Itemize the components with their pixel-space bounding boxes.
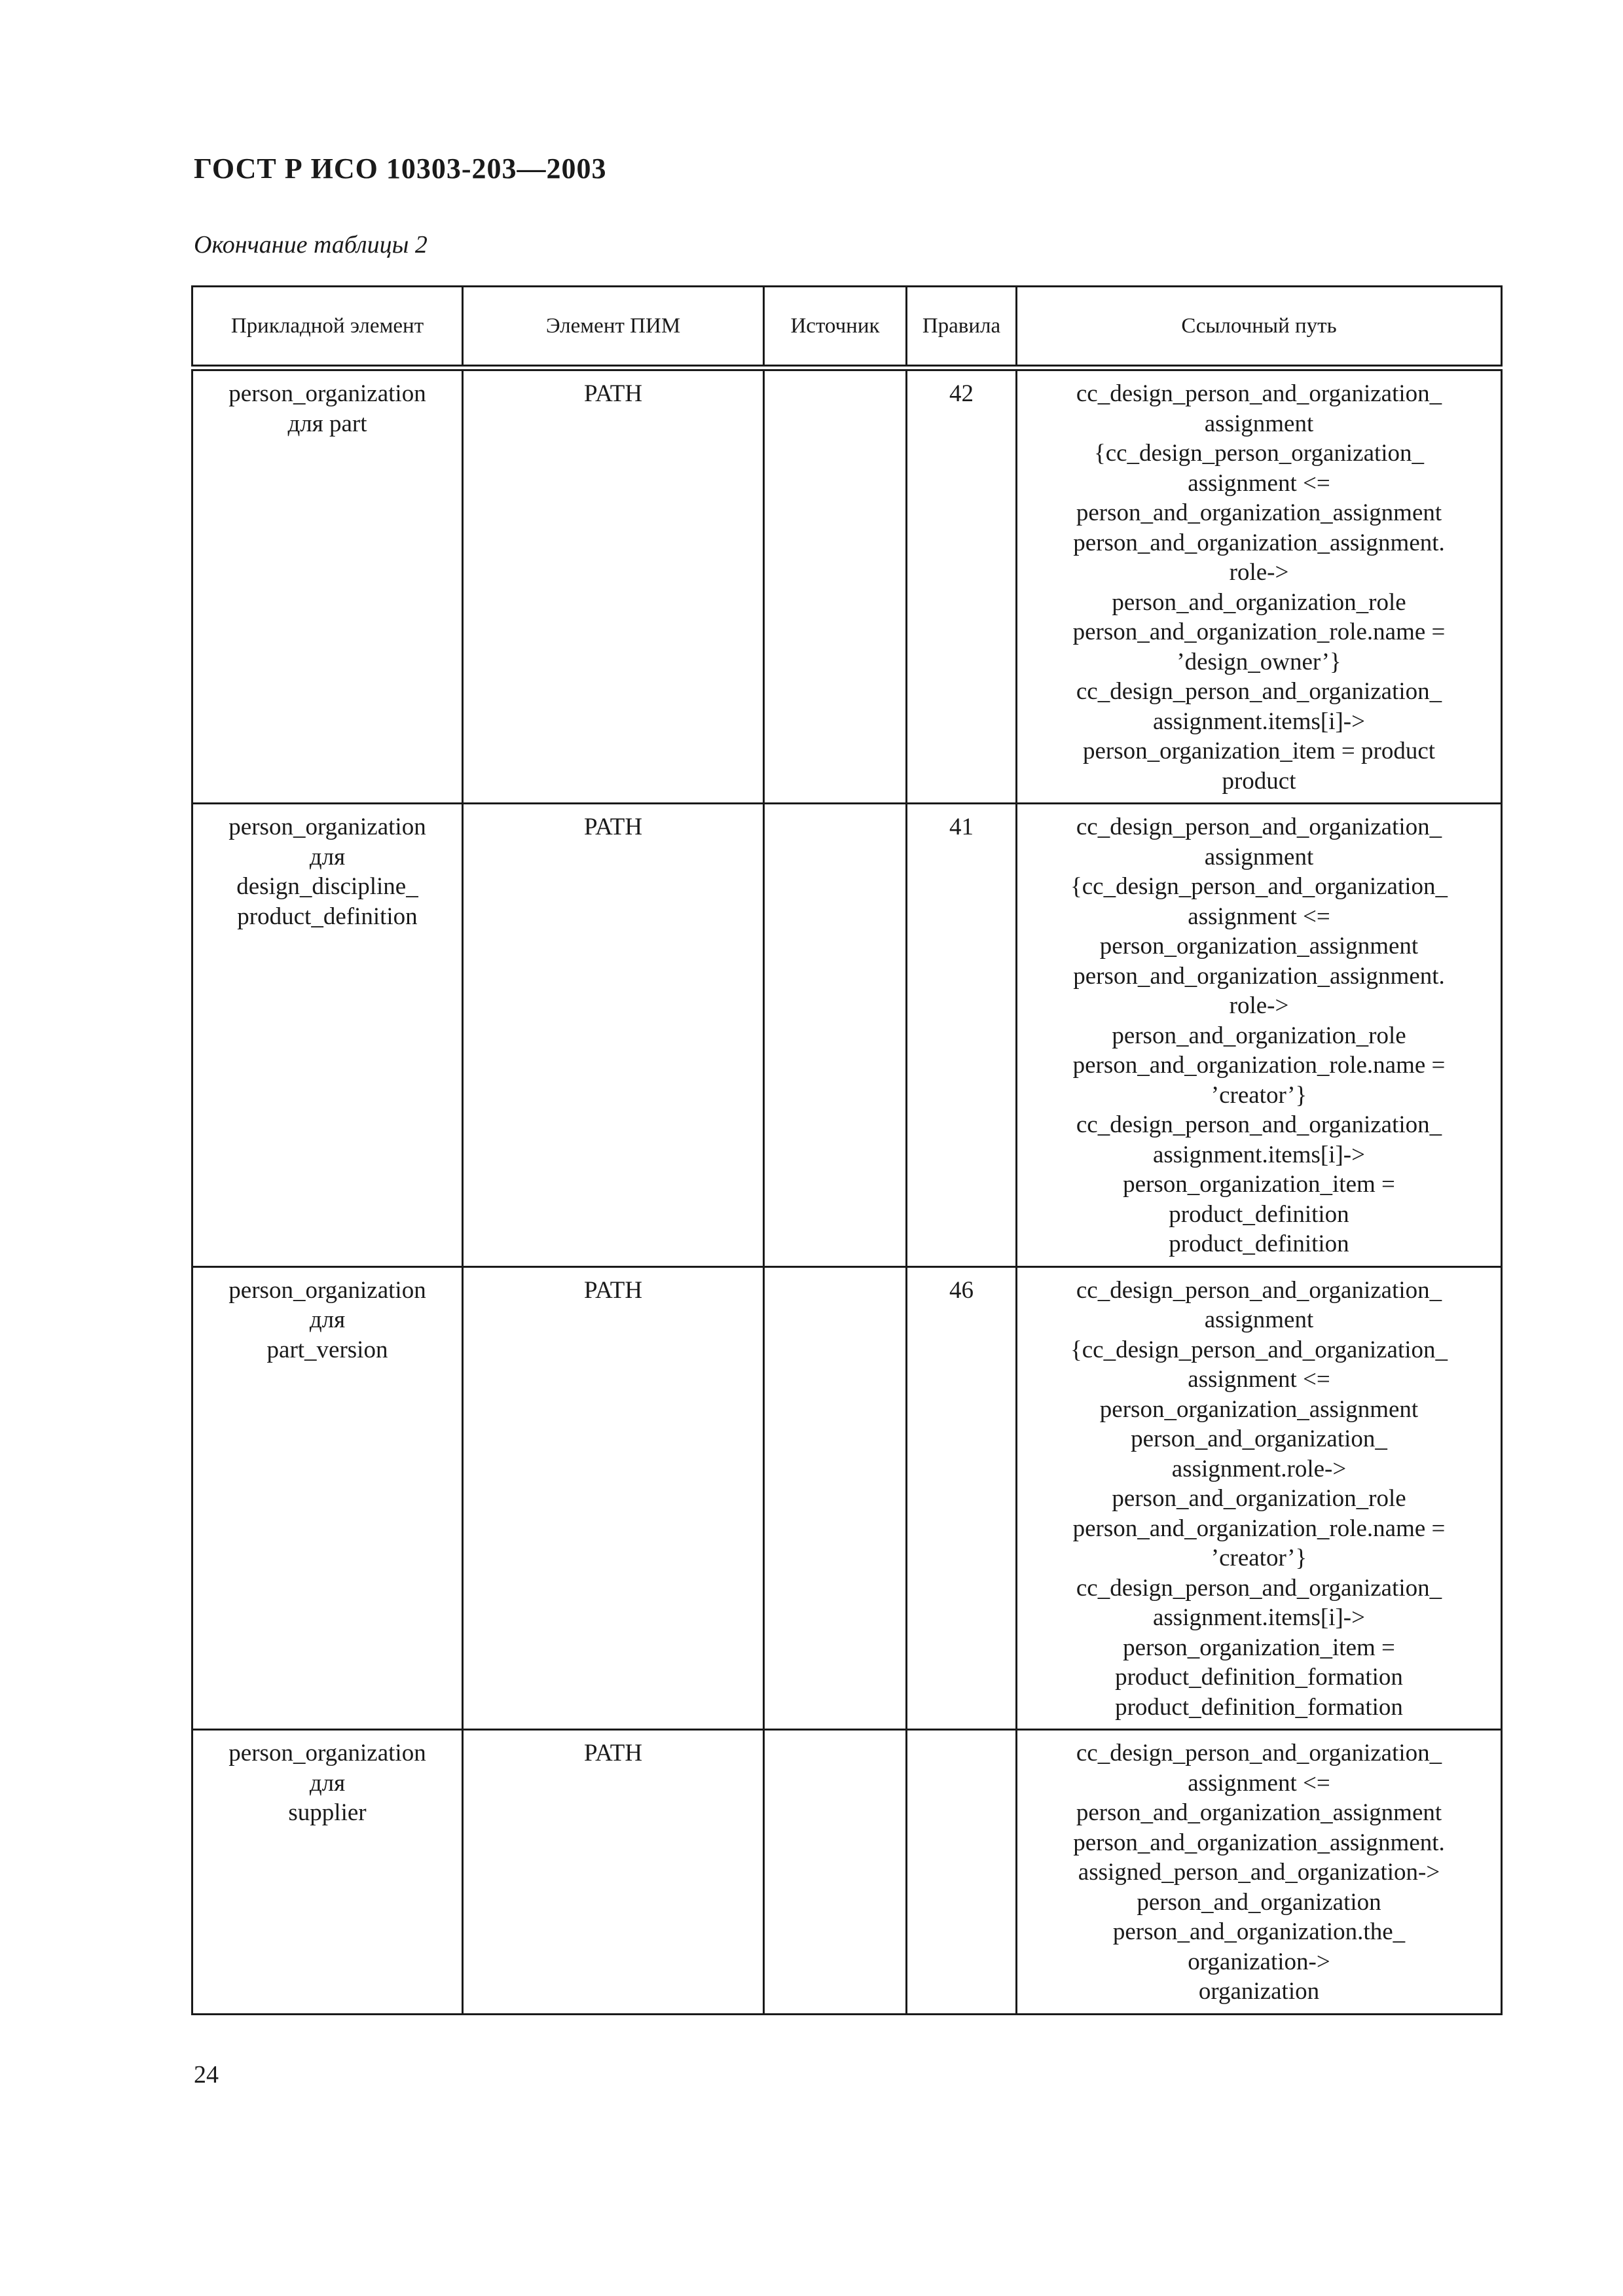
reference-path-cell-line: product_definition [1169, 1200, 1349, 1228]
reference-path-cell-line: role-> [1229, 992, 1289, 1019]
application-element-cell [192, 1730, 463, 2015]
application-element-cell-line: для [309, 1306, 346, 1333]
reference-path-cell-line: assignment <= [1188, 1366, 1330, 1393]
table-row [192, 1730, 1502, 2015]
reference-path-cell-line: product_definition_formation [1115, 1664, 1403, 1691]
reference-path-cell-line: assigned_person_and_organization-> [1078, 1859, 1440, 1886]
application-element-cell-line: product_definition [237, 903, 418, 930]
document-title: ГОСТ Р ИСО 10303-203—2003 [194, 152, 607, 185]
reference-path-cell-line: {cc_design_person_organization_ [1093, 440, 1425, 467]
application-element-cell-line: person_organization [228, 1740, 426, 1767]
reference-path-cell-line: assignment <= [1188, 903, 1330, 930]
reference-path-cell-line: person_and_organization_assignment. [1073, 962, 1445, 990]
rules-cell: 41 [907, 804, 1017, 1267]
reference-path-cell-line: cc_design_person_and_organization_ [1076, 1574, 1442, 1602]
reference-path-cell-line: cc_design_person_and_organization_ [1076, 380, 1442, 407]
application-element-cell-line: supplier [288, 1799, 367, 1826]
reference-path-cell-line: {cc_design_person_and_organization_ [1070, 1336, 1448, 1363]
reference-path-cell-line: assignment [1204, 1306, 1314, 1333]
reference-path-cell-line: assignment.items[i]-> [1152, 1604, 1365, 1631]
reference-path-cell-line: product_definition [1169, 1230, 1349, 1257]
reference-path-cell-line: person_and_organization_role [1112, 1022, 1406, 1049]
reference-path-cell [1017, 1266, 1502, 1730]
reference-path-cell-line: person_and_organization_role.name = [1072, 619, 1446, 645]
table-header-row [192, 287, 1502, 368]
source-cell [764, 1266, 907, 1730]
reference-path-cell-line: person_and_organization_role.name = [1072, 1052, 1446, 1079]
table-caption: Окончание таблицы 2 [194, 231, 428, 259]
reference-path-cell-line: person_and_organization.the_ [1112, 1918, 1406, 1945]
application-element-cell-line: part_version [266, 1336, 388, 1363]
column-header-source: Источник [764, 287, 907, 368]
column-header-application-element: Прикладной элемент [192, 287, 463, 368]
application-element-cell [192, 1266, 463, 1730]
reference-path-cell-line: person_and_organization_assignment [1076, 499, 1442, 526]
reference-path-cell-line: person_and_organization_ [1131, 1426, 1387, 1452]
application-element-cell-line: для [309, 1769, 346, 1797]
table-row [192, 1266, 1502, 1730]
application-element-cell-line: для part [287, 410, 367, 437]
application-element-cell-line: design_discipline_ [236, 873, 418, 900]
reference-path-cell-line: assignment.items[i]-> [1152, 1141, 1365, 1168]
reference-path-cell-line: ’design_owner’} [1176, 648, 1341, 675]
reference-path-cell-line: organization-> [1188, 1948, 1330, 1975]
reference-path-cell-line: assignment.items[i]-> [1152, 708, 1365, 735]
reference-path-cell-line: cc_design_person_and_organization_ [1076, 1740, 1442, 1767]
reference-path-cell-line: assignment [1204, 843, 1314, 870]
pim-element-cell: PATH [463, 368, 764, 804]
column-header-pim-element: Элемент ПИМ [463, 287, 764, 368]
reference-path-cell-line: cc_design_person_and_organization_ [1076, 1276, 1442, 1304]
reference-path-cell [1017, 368, 1502, 804]
reference-path-cell-line: person_organization_item = [1123, 1171, 1395, 1198]
column-header-rules: Правила [907, 287, 1017, 368]
table-row [192, 804, 1502, 1267]
reference-path-cell-line: person_and_organization_assignment [1076, 1799, 1442, 1826]
source-cell [764, 368, 907, 804]
reference-path-cell-line: organization [1198, 1978, 1320, 2005]
column-header-reference-path: Ссылочный путь [1017, 287, 1502, 368]
reference-path-cell-line: ’creator’} [1211, 1545, 1307, 1571]
source-cell [764, 1730, 907, 2015]
rules-cell [907, 1730, 1017, 2015]
table-row [192, 368, 1502, 804]
reference-path-cell-line: ’creator’} [1211, 1081, 1307, 1109]
reference-path-cell-line: assignment <= [1188, 469, 1330, 497]
reference-path-cell-line: cc_design_person_and_organization_ [1076, 814, 1442, 840]
reference-path-cell-line: person_and_organization_role.name = [1072, 1515, 1446, 1542]
reference-path-cell-line: person_and_organization_assignment. [1073, 1829, 1445, 1856]
reference-path-cell-line: person_and_organization_role [1112, 1485, 1406, 1512]
application-element-cell-line: person_organization [228, 1276, 426, 1304]
reference-path-cell-line: person_organization_assignment [1099, 1395, 1419, 1423]
reference-path-cell-line: product [1222, 767, 1296, 795]
rules-cell: 46 [907, 1266, 1017, 1730]
reference-path-cell-line: product_definition_formation [1115, 1693, 1403, 1721]
reference-path-cell-line: {cc_design_person_and_organization_ [1070, 873, 1448, 900]
pim-element-cell: PATH [463, 1266, 764, 1730]
reference-path-cell [1017, 1730, 1502, 2015]
reference-path-cell-line: person_organization_item = [1123, 1634, 1395, 1661]
table-body [192, 368, 1502, 2014]
reference-path-cell-line: person_and_organization_role [1112, 588, 1406, 616]
reference-table [191, 285, 1503, 2015]
application-element-cell-line: для [309, 843, 346, 870]
pim-element-cell: PATH [463, 1730, 764, 2015]
pim-element-cell: PATH [463, 804, 764, 1267]
reference-path-cell-line: person_organization_item = product [1082, 738, 1436, 764]
reference-path-cell-line: assignment.role-> [1171, 1455, 1347, 1482]
application-element-cell [192, 368, 463, 804]
reference-path-cell-line: role-> [1229, 559, 1289, 586]
reference-path-cell-line: assignment <= [1188, 1769, 1330, 1797]
page-number: 24 [194, 2061, 219, 2089]
reference-path-cell-line: person_and_organization_assignment. [1073, 529, 1445, 556]
application-element-cell-line: person_organization [228, 380, 426, 407]
reference-path-cell [1017, 804, 1502, 1267]
reference-path-cell-line: person_organization_assignment [1099, 933, 1419, 960]
reference-path-cell-line: cc_design_person_and_organization_ [1076, 678, 1442, 705]
source-cell [764, 804, 907, 1267]
rules-cell: 42 [907, 368, 1017, 804]
reference-path-cell-line: cc_design_person_and_organization_ [1076, 1111, 1442, 1138]
application-element-cell [192, 804, 463, 1267]
application-element-cell-line: person_organization [228, 814, 426, 840]
reference-path-cell-line: person_and_organization [1137, 1888, 1381, 1916]
reference-path-cell-line: assignment [1204, 410, 1314, 437]
